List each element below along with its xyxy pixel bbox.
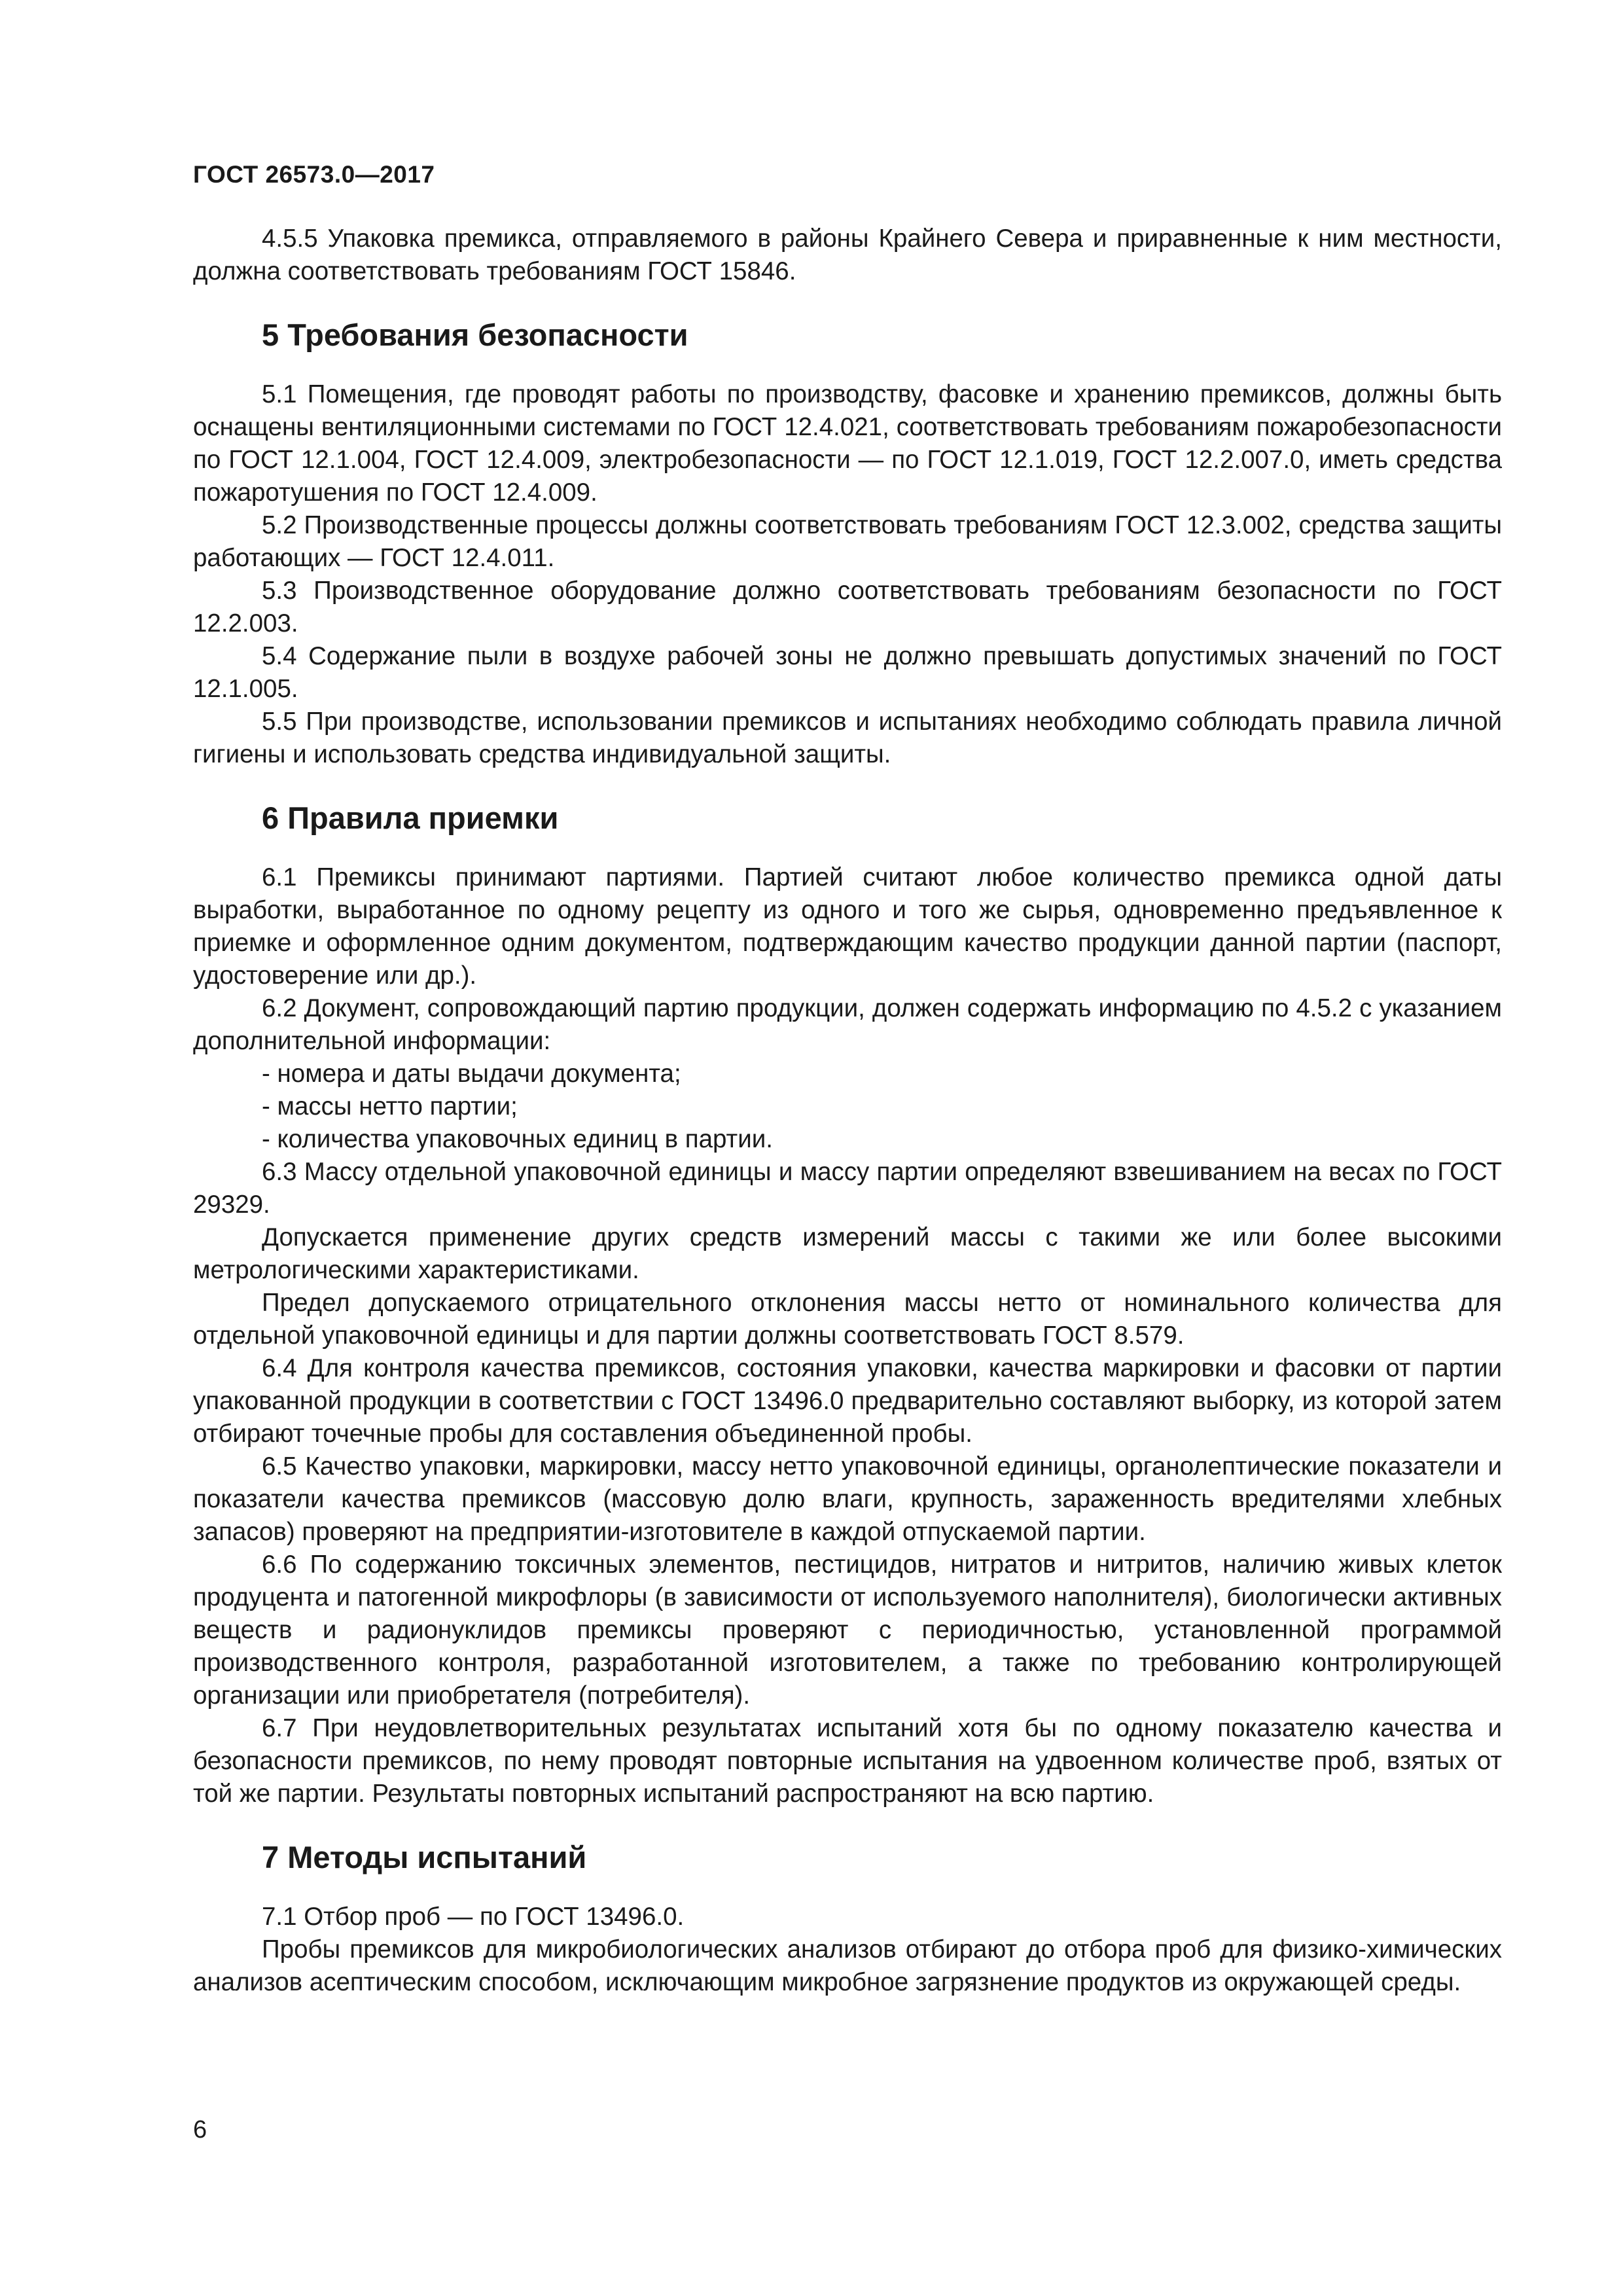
paragraph-6-3-tolerance: Предел допускаемого отрицательного отклонения массы нетто от номинального количества для отдельной упаковочной единицы и для партии должны соответствовать ГОСТ 8.579.: [193, 1289, 1502, 1350]
paragraph-6-3-measurement: Допускается применение других средств измерений массы с такими же или более высокими метрологическими характеристиками.: [193, 1223, 1502, 1284]
paragraph-5-4: 5.4 Содержание пыли в воздухе рабочей зоны не должно превышать допустимых значений по ГОСТ 12.1.005.: [193, 642, 1502, 703]
paragraph-5-2: 5.2 Производственные процессы должны соответствовать требованиям ГОСТ 12.3.002, средства защиты работающих — ГОСТ 12.4.011.: [193, 511, 1502, 572]
list-item: - количества упаковочных единиц в партии.: [262, 1125, 773, 1153]
section-7-heading: 7 Методы испытаний: [262, 1840, 587, 1874]
paragraph-6-2: 6.2 Документ, сопровождающий партию продукции, должен содержать информацию по 4.5.2 с указанием дополнительной информации:: [193, 994, 1502, 1055]
paragraph-4-5-5: 4.5.5 Упаковка премикса, отправляемого в районы Крайнего Севера и приравненные к ним местности, должна соответствовать требованиям ГОСТ 15846.: [193, 224, 1502, 285]
paragraph-5-3: 5.3 Производственное оборудование должно соответствовать требованиям безопасности по ГОСТ 12.2.003.: [193, 577, 1502, 637]
section-6-heading: 6 Правила приемки: [262, 800, 559, 835]
standard-designation: ГОСТ 26573.0—2017: [193, 161, 435, 188]
paragraph-6-5: 6.5 Качество упаковки, маркировки, массу нетто упаковочной единицы, органолептические показатели и показатели качества премиксов (массовую долю влаги, крупность, зараженность вредителями хлебных запасов) проверяют на предприятии-изготовителе в каждой отпускаемой партии.: [193, 1452, 1502, 1546]
paragraph-6-4: 6.4 Для контроля качества премиксов, состояния упаковки, качества маркировки и фасовки от партии упакованной продукции в соответствии с ГОСТ 13496.0 предварительно составляют выборку, из которой затем отбирают точечные пробы для составления объединенной пробы.: [193, 1354, 1502, 1448]
page-number: 6: [193, 2116, 207, 2144]
paragraph-6-6: 6.6 По содержанию токсичных элементов, пестицидов, нитратов и нитритов, наличию живых клеток продуцента и патогенной микрофлоры (в зависимости от используемого наполнителя), биологически активных веществ и радионуклидов премиксы проверяют с периодичностью, установленной программой производственного контроля, разработанной изготовителем, а также по требованию контролирующей организации или приобретателя (потребителя).: [193, 1551, 1502, 1710]
list-item: - массы нетто партии;: [262, 1092, 518, 1121]
list-item: - номера и даты выдачи документа;: [262, 1060, 681, 1088]
paragraph-6-7: 6.7 При неудовлетворительных результатах испытаний хотя бы по одному показателю качества и безопасности премиксов, по нему проводят повторные испытания на удвоенном количестве проб, взятых от той же партии. Результаты повторных испытаний распространяют на всю партию.: [193, 1714, 1502, 1808]
paragraph-5-1: 5.1 Помещения, где проводят работы по производству, фасовке и хранению премиксов, должны быть оснащены вентиляционными системами по ГОСТ 12.4.021, соответствовать требованиям пожаробезопасности по ГОСТ 12.1.004, ГОСТ 12.4.009, электробезопасности — по ГОСТ 12.1.019, ГОСТ 12.2.007.0, иметь средства пожаротушения по ГОСТ 12.4.009.: [193, 380, 1502, 507]
paragraph-6-1: 6.1 Премиксы принимают партиями. Партией считают любое количество премикса одной даты выработки, выработанное по одному рецепту из одного и того же сырья, одновременно предъявленное к приемке и оформленное одним документом, подтверждающим качество продукции данной партии (паспорт, удостоверение или др.).: [193, 863, 1502, 990]
paragraph-7-1-sampling: Пробы премиксов для микробиологических анализов отбирают до отбора проб для физико-химических анализов асептическим способом, исключающим микробное загрязнение продуктов из окружающей среды.: [193, 1935, 1502, 1996]
section-5-heading: 5 Требования безопасности: [262, 317, 688, 352]
paragraph-5-5: 5.5 При производстве, использовании премиксов и испытаниях необходимо соблюдать правила личной гигиены и использовать средства индивидуальной защиты.: [193, 708, 1502, 768]
paragraph-6-3: 6.3 Массу отдельной упаковочной единицы и массу партии определяют взвешиванием на весах по ГОСТ 29329.: [193, 1158, 1502, 1219]
paragraph-7-1: 7.1 Отбор проб — по ГОСТ 13496.0.: [262, 1903, 685, 1931]
document-body: [193, 223, 1502, 1999]
